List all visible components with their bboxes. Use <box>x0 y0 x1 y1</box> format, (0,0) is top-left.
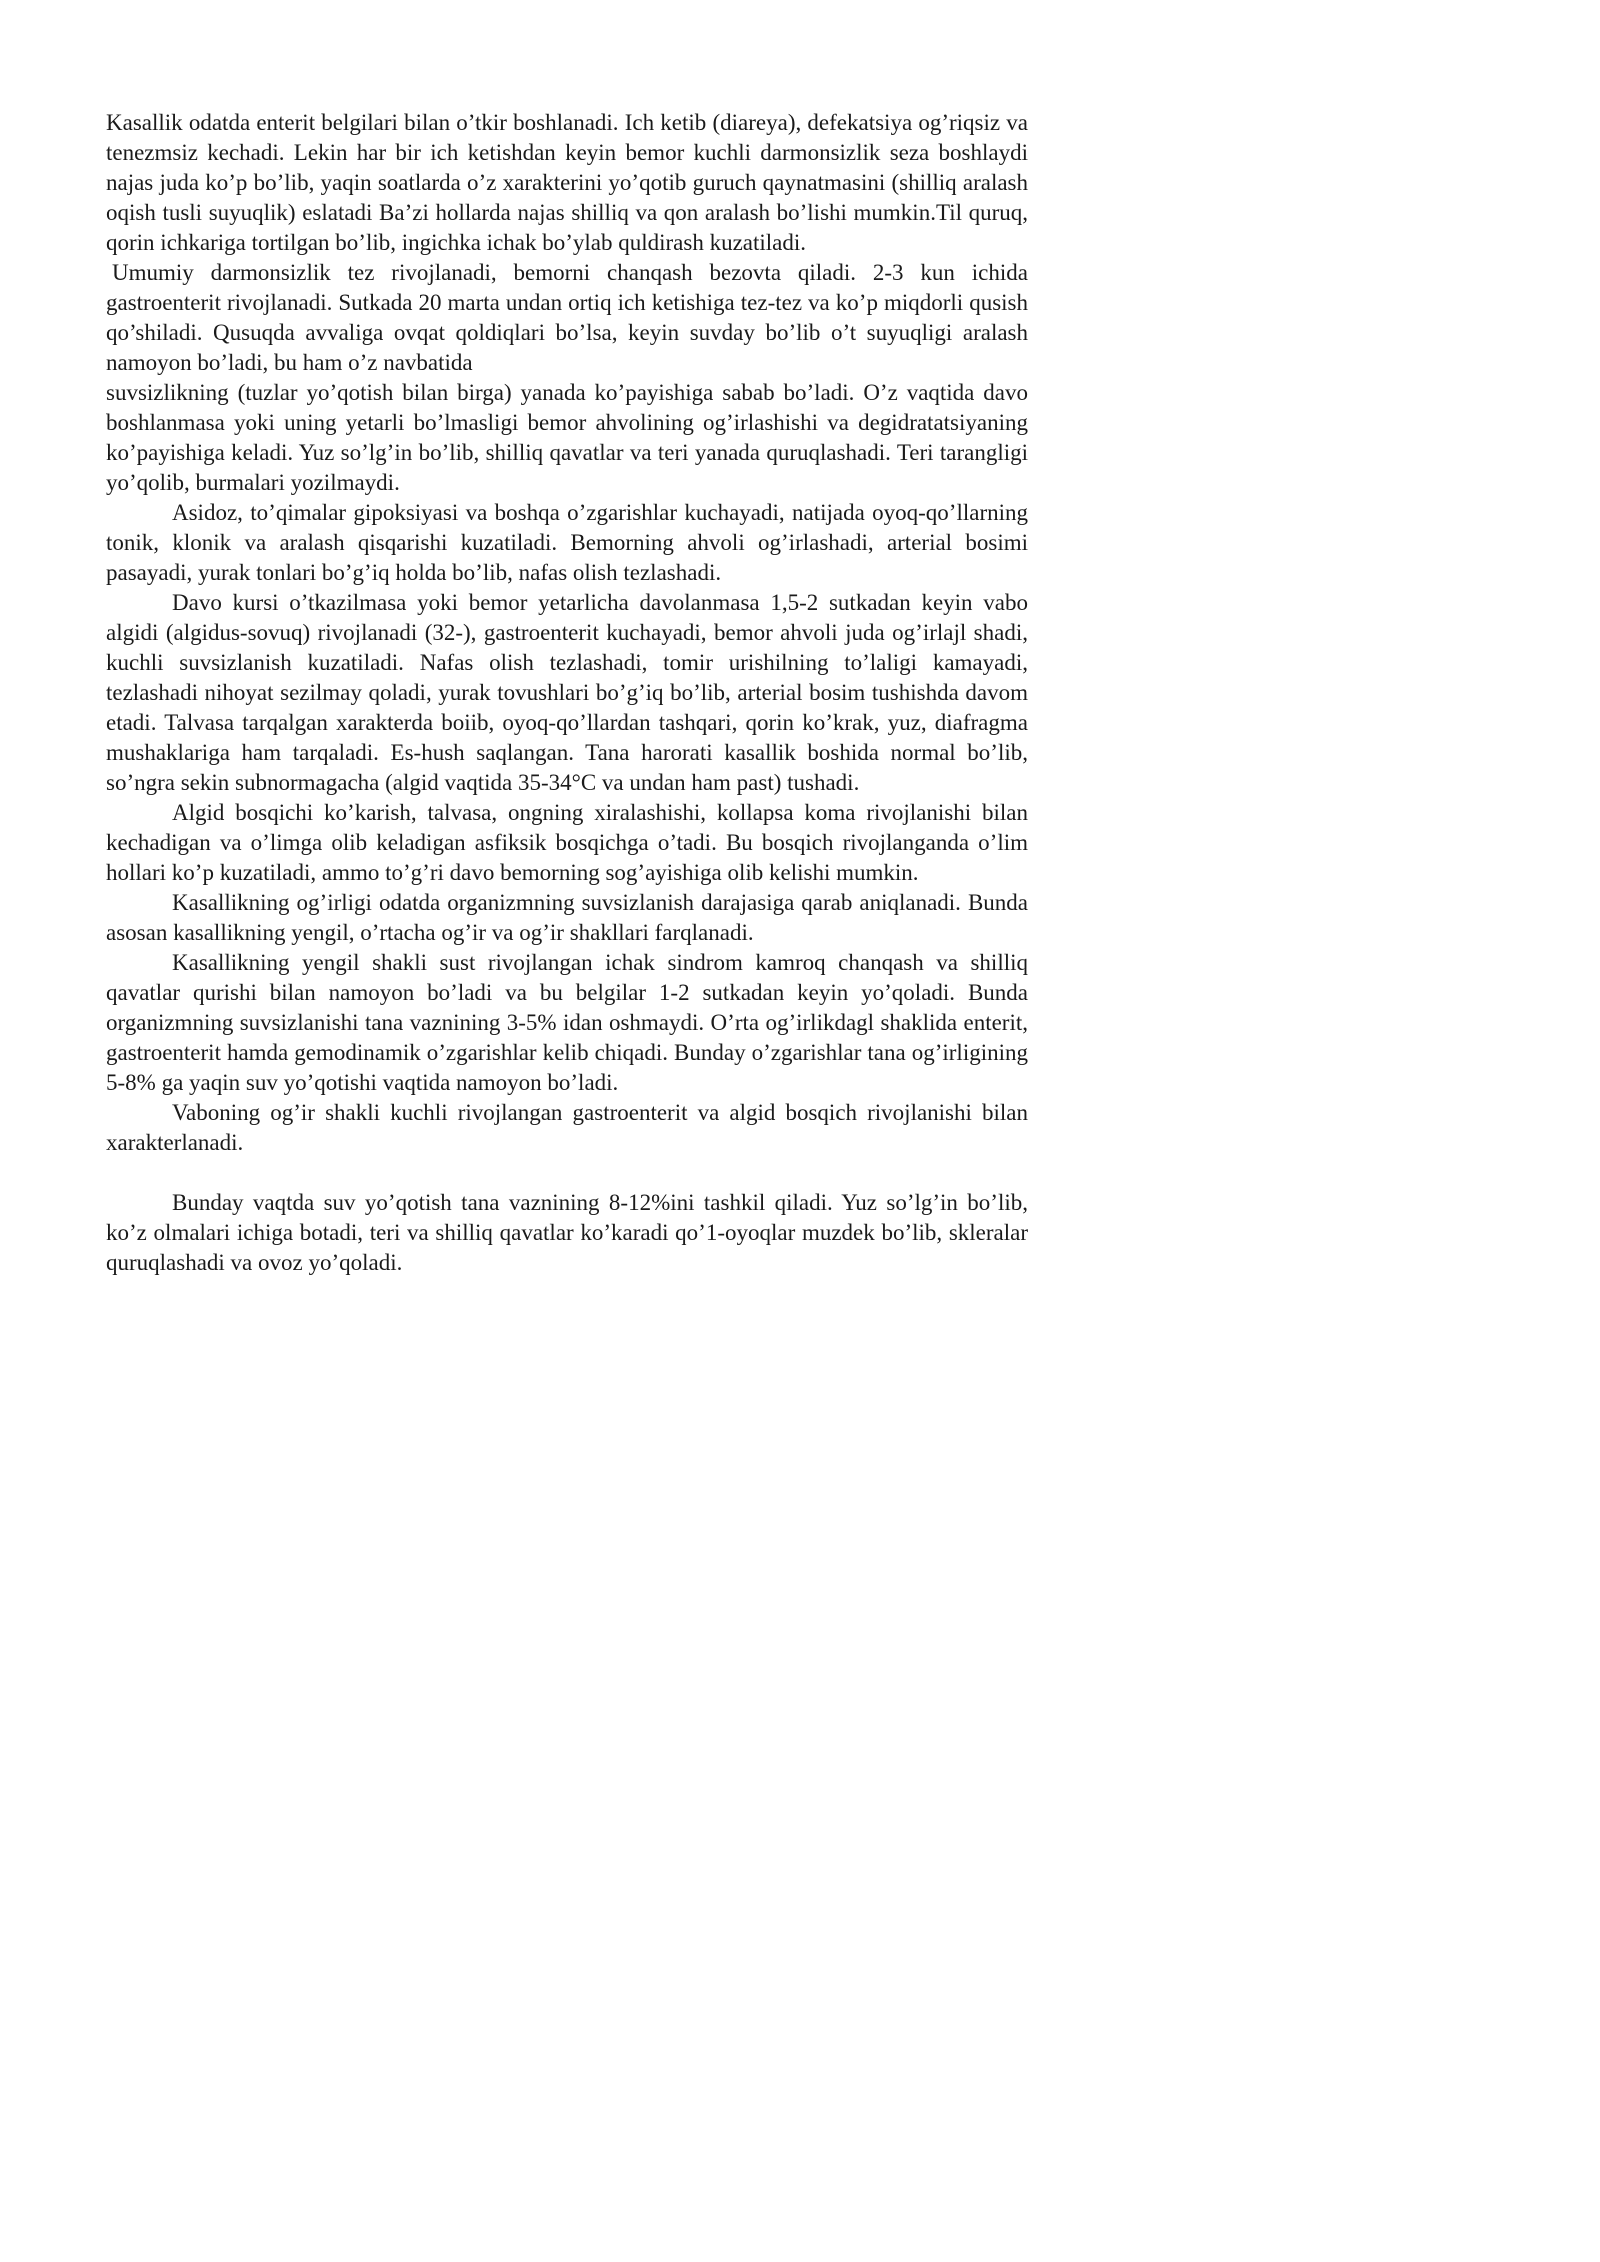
paragraph-acidosis: Asidoz, to’qimalar gipoksiyasi va boshqa o’zgarishlar kuchayadi, natijada oyoq-qo’llarning tonik, klonik va aralash qisqarishi kuzatiladi. Bemorning ahvoli og’irlashadi, arterial bosimi pasayadi, yurak tonlari bo’g’iq holda bo’lib, nafas olish tezlashadi. <box>106 500 1028 585</box>
paragraph-algid: Davo kursi o’tkazilmasa yoki bemor yetarlicha davolanmasa 1,5-2 sutkadan keyin vabo algidi (algidus-sovuq) rivojlanadi (32-), gastroenterit kuchayadi, bemor ahvoli juda og’irlajl shadi, kuchli suvsizlanish kuzatiladi. Nafas olish tezlashadi, tomir urishilning to’laligi kamayadi, tezlashadi nihoyat sezilmay qoladi, yurak tovushlari bo’g’iq bo’lib, arterial bosim tushishda davom etadi. Talvasa tarqalgan xarakterda boiib, oyoq-qo’llardan tashqari, qorin ko’krak, yuz, diafragma mushaklariga ham tarqaladi. Es-hush saqlangan. Tana harorati kasallik boshida normal bo’lib, so’ngra sekin subnormagacha (algid vaqtida 35-34°C va undan ham past) tushadi. <box>106 590 1028 795</box>
paragraph-weakness: Umumiy darmonsizlik tez rivojlanadi, bemorni chanqash bezovta qiladi. 2-3 kun ichida gastroenterit rivojlanadi. Sutkada 20 marta undan ortiq ich ketishiga tez-tez va ko’p miqdorli qusish qo’shiladi. Qusuqda avvaliga ovqat qoldiqlari bo’lsa, keyin suvday bo’lib o’t suyuqligi aralash namoyon bo’ladi, bu ham o’z navbatida <box>106 260 1028 375</box>
paragraph-water-loss: Bunday vaqtda suv yo’qotish tana vaznining 8-12%ini tashkil qiladi. Yuz so’lg’in bo’lib, ko’z olmalari ichiga botadi, teri va shilliq qavatlar ko’karadi qo’1-oyoqlar muzdek bo’lib, skleralar quruqlashadi va ovoz yo’qoladi. <box>106 1190 1028 1275</box>
document-body <box>106 108 1028 1278</box>
paragraph-onset: Kasallik odatda enterit belgilari bilan o’tkir boshlanadi. Ich ketib (diareya), defekatsiya og’riqsiz va tenezmsiz kechadi. Lekin har bir ich ketishdan keyin bemor kuchli darmonsizlik seza boshlaydi najas juda ko’p bo’lib, yaqin soatlarda o’z xarakterini yo’qotib guruch qaynatmasini (shilliq aralash oqish tusli suyuqlik) eslatadi Ba’zi hollarda najas shilliq va qon aralash bo’lishi mumkin.Til quruq, qorin ichkariga tortilgan bo’lib, ingichka ichak bo’ylab quldirash kuzatiladi. <box>106 110 1028 255</box>
paragraph-mild-form: Kasallikning yengil shakli sust rivojlangan ichak sindrom kamroq chanqash va shilliq qavatlar qurishi bilan namoyon bo’ladi va bu belgilar 1-2 sutkadan keyin yo’qoladi. Bunda organizmning suvsizlanishi tana vaznining 3-5% idan oshmaydi. O’rta og’irlikdagl shaklida enterit, gastroenterit hamda gemodinamik o’zgarishlar kelib chiqadi. Bunday o’zgarishlar tana og’irligining 5-8% ga yaqin suv yo’qotishi vaqtida namoyon bo’ladi. <box>106 950 1028 1095</box>
paragraph-severity: Kasallikning og’irligi odatda organizmning suvsizlanish darajasiga qarab aniqlanadi. Bunda asosan kasallikning yengil, o’rtacha og’ir va og’ir shakllari farqlanadi. <box>106 890 1028 945</box>
paragraph-asphyxic-stage: Algid bosqichi ko’karish, talvasa, ongning xiralashishi, kollapsa koma rivojlanishi bilan kechadigan va o’limga olib keladigan asfiksik bosqichga o’tadi. Bu bosqich rivojlanganda o’lim hollari ko’p kuzatiladi, ammo to’g’ri davo bemorning sog’ayishiga olib kelishi mumkin. <box>106 800 1028 885</box>
paragraph-dehydration: suvsizlikning (tuzlar yo’qotish bilan birga) yanada ko’payishiga sabab bo’ladi. O’z vaqtida davo boshlanmasa yoki uning yetarli bo’lmasligi bemor ahvolining og’irlashishi va degidratatsiyaning ko’payishiga keladi. Yuz so’lg’in bo’lib, shilliq qavatlar va teri yanada quruqlashadi. Teri tarangligi yo’qolib, burmalari yozilmaydi. <box>106 380 1028 495</box>
paragraph-severe-form: Vaboning og’ir shakli kuchli rivojlangan gastroenterit va algid bosqich rivojlanishi bilan xarakterlanadi. <box>106 1100 1028 1155</box>
